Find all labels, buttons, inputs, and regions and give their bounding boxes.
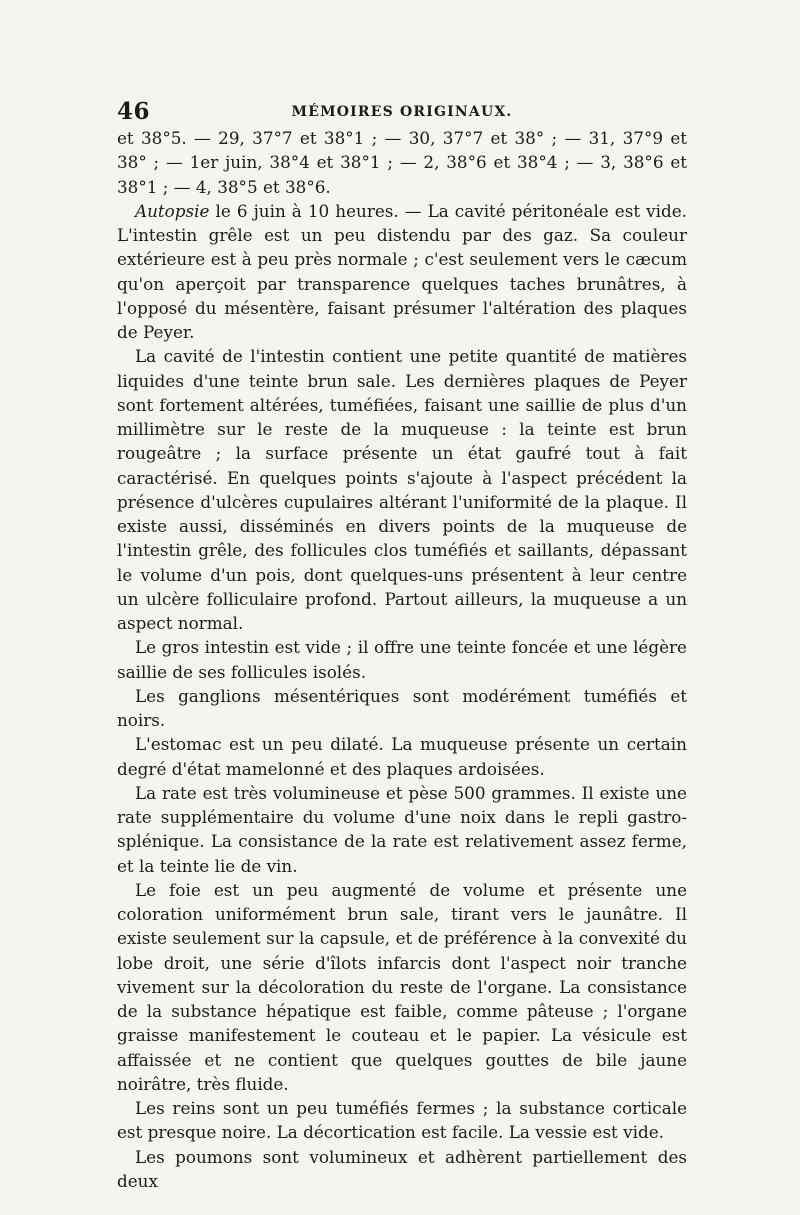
paragraph-text: Les reins sont un peu tuméfiés fermes ; la substance corticale est presque noire. La décortication est facile. La vessie est vide. bbox=[117, 1098, 687, 1143]
spleen-paragraph bbox=[117, 781, 687, 878]
paragraph-text: le 6 juin à 10 heures. — La cavité péritonéale est vide. L'intestin grêle est un peu distendu par des gaz. Sa couleur extérieure est à peu près normale ; c'est seulement vers le cæcum qu'on aperçoit par transparence quelques taches brunâtres, à l'opposé du mésentère, faisant présumer l'altération des plaques de Peyer. bbox=[117, 200, 687, 342]
large-intestine-paragraph bbox=[117, 635, 687, 684]
page-header bbox=[117, 98, 687, 126]
paragraph-text: Les ganglions mésentériques sont modérément tuméfiés et noirs. bbox=[117, 685, 687, 730]
paragraph-text: Le foie est un peu augmenté de volume et présente une coloration uniformément brun sale, tirant vers le jaunâtre. Il existe seulement sur la capsule, et de préférence à la convexité du lobe droit, une série d'îlots infarcis dont l'aspect noir tranche vivement sur la décoloration du reste de l'organe. La consistance de la substance hépatique est faible, comme pâteuse ; l'organe graisse manifestement le couteau et le papier. La vésicule est affaissée et ne contient que quelques gouttes de bile jaune noirâtre, très fluide. bbox=[117, 879, 687, 1094]
autopsy-lead: Autopsie bbox=[135, 200, 210, 221]
lungs-paragraph bbox=[117, 1145, 687, 1194]
paragraph-text: et 38°5. — 29, 37°7 et 38°1 ; — 30, 37°7 et 38° ; — 31, 37°9 et 38° ; — 1er juin, 38°4 et 38°1 ; — 2, 38°6 et 38°4 ; — 3, 38°6 et 38°1 ; — 4, 38°5 et 38°6. bbox=[117, 128, 687, 197]
running-title: MÉMOIRES ORIGINAUX. bbox=[291, 104, 513, 120]
kidneys-paragraph bbox=[117, 1096, 687, 1145]
mesenteric-ganglia-paragraph bbox=[117, 684, 687, 733]
paragraph-text: La rate est très volumineuse et pèse 500 grammes. Il existe une rate supplémentaire du volume d'une noix dans le repli gastro-splénique. La consistance de la rate est relativement assez ferme, et la teinte lie de vin. bbox=[117, 782, 687, 876]
body-text bbox=[117, 126, 687, 1193]
paragraph-text: Les poumons sont volumineux et adhèrent partiellement des deux bbox=[117, 1146, 687, 1191]
temperature-readings-paragraph bbox=[117, 126, 687, 199]
paragraph-text: Le gros intestin est vide ; il offre une teinte foncée et une légère saillie de ses follicules isolés. bbox=[117, 637, 687, 682]
page-number: 46 bbox=[117, 98, 151, 125]
paragraph-text: L'estomac est un peu dilaté. La muqueuse présente un certain degré d'état mamelonné et des plaques ardoisées. bbox=[117, 734, 687, 779]
liver-paragraph bbox=[117, 878, 687, 1096]
intestine-cavity-paragraph bbox=[117, 344, 687, 635]
stomach-paragraph bbox=[117, 732, 687, 781]
autopsy-paragraph bbox=[117, 199, 687, 345]
paragraph-text: La cavité de l'intestin contient une petite quantité de matières liquides d'une teinte brun sale. Les dernières plaques de Peyer sont fortement altérées, tuméfiées, faisant une saillie de plus d'un millimètre sur le reste de la muqueuse : la teinte est brun rougeâtre ; la surface présente un état gaufré tout à fait caractérisé. En quelques points s'ajoute à l'aspect précédent la présence d'ulcères cupulaires altérant l'uniformité de la plaque. Il existe aussi, disséminés en divers points de la muqueuse de l'intestin grêle, des follicules clos tuméfiés et saillants, dépassant le volume d'un pois, dont quelques-uns présentent à leur centre un ulcère folliculaire profond. Partout ailleurs, la muqueuse a un aspect normal. bbox=[117, 346, 687, 633]
